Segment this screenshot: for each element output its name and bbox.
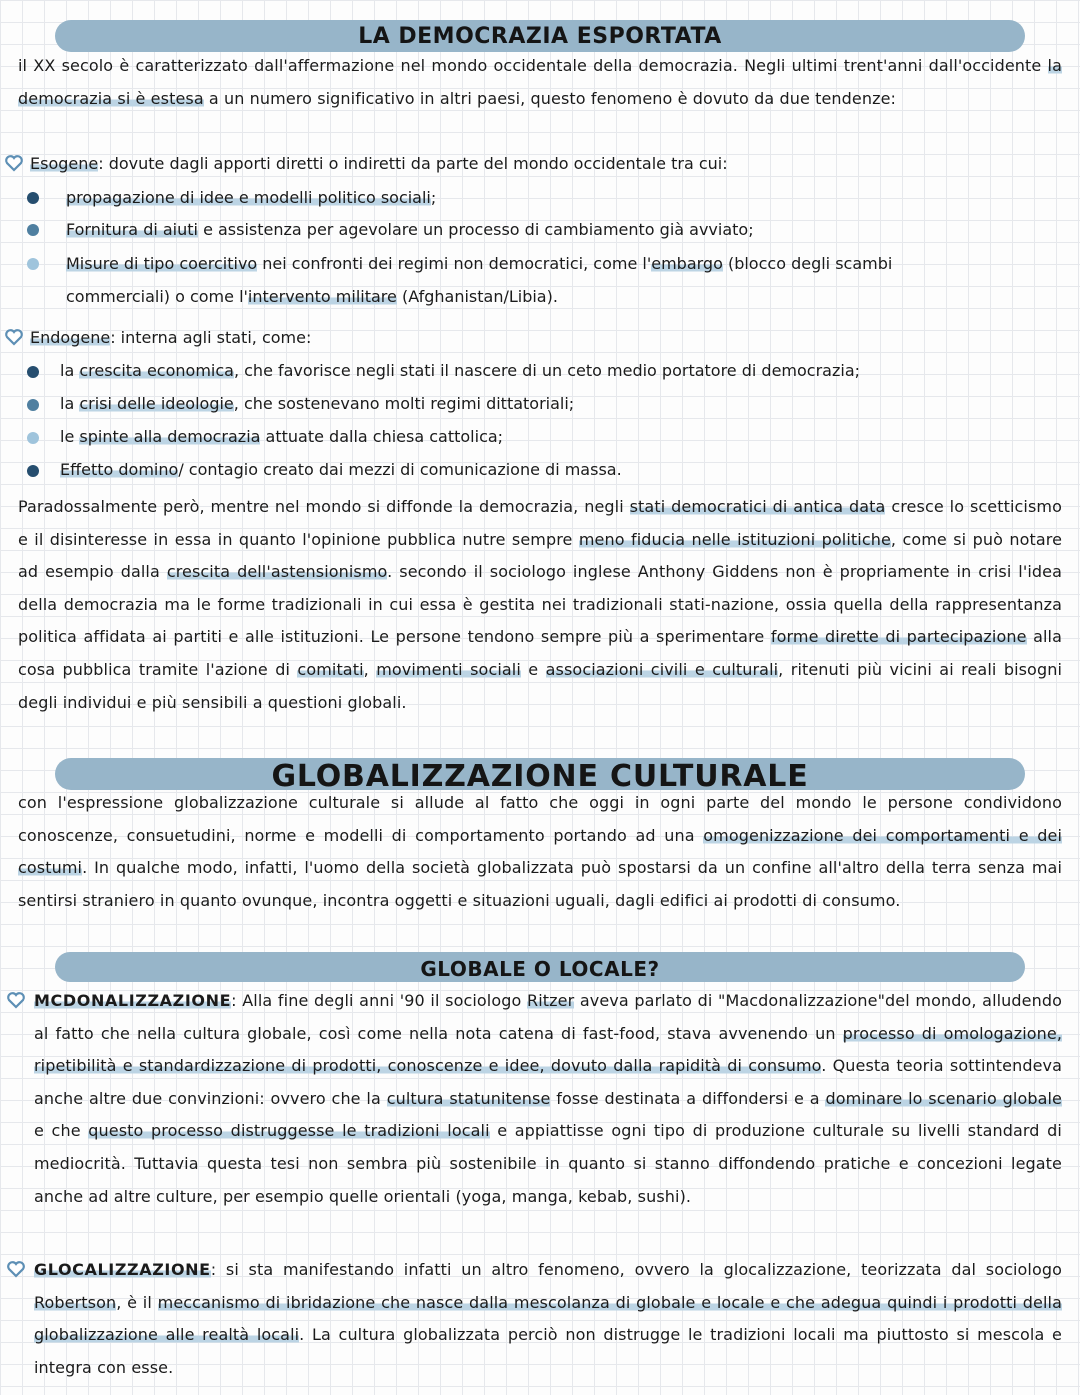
list-item: la crescita economica, che favorisce negli stati il nascere di un ceto medio portatore di democrazia; bbox=[60, 361, 861, 380]
bullet-dot bbox=[27, 366, 39, 378]
list-item: Effetto domino/ contagio creato dai mezzi di comunicazione di massa. bbox=[60, 460, 622, 479]
section-title-democrazia: LA DEMOCRAZIA ESPORTATA bbox=[55, 20, 1025, 52]
bullet-dot bbox=[27, 465, 39, 477]
paragraph-mcdonalizzazione: MCDONALIZZAZIONE: Alla fine degli anni '90 il sociologo Ritzer aveva parlato di "Macdonalizzazione"del mondo, alludendo al fatto che nella cultura globale, così come nella nota catena di fast-food, stava avvenendo un processo di omologazione, ripetibilità e standardizzazione di prodotti, conoscenze e idee, dovuto dalla rapidità di consumo. Questa teoria sottintendeva anche altre due convinzioni: ovvero che la cultura statunitense fosse destinata a diffondersi e a dominare lo scenario globale e che questo processo distruggesse le tradizioni locali e appiattisse ogni tipo di produzione culturale su livelli standard di mediocrità. Tuttavia questa tesi non sembra più sostenibile in quanto si stanno diffondendo pratiche e concezioni legate anche ad altre culture, per esempio quelle orientali (yoga, manga, kebab, sushi). bbox=[34, 991, 1063, 1206]
bullet-dot bbox=[27, 192, 39, 204]
list-item: Misure di tipo coercitivo nei confronti dei regimi non democratici, come l'embargo (blocco degli scambi bbox=[66, 254, 893, 273]
list-item: la crisi delle ideologie, che sostenevano molti regimi dittatoriali; bbox=[60, 394, 575, 413]
heart-icon bbox=[6, 1259, 26, 1279]
heart-icon bbox=[4, 327, 24, 347]
list-item: Fornitura di aiuti e assistenza per agevolare un processo di cambiamento già avviato; bbox=[66, 220, 754, 239]
paragraph-scetticismo: Paradossalmente però, mentre nel mondo si diffonde la democrazia, negli stati democratici di antica data cresce lo scetticismo e il disinteresse in essa in quanto l'opinione pubblica nutre sempre meno fiducia nelle istituzioni politiche, come si può notare ad esempio dalla crescita dell'astensionismo. secondo il sociologo inglese Anthony Giddens non è propriamente in crisi l'idea della democrazia ma le forme tradizionali in cui essa è gestita nei tradizionali stati-nazione, ossia quella della rappresentanza politica affidata ai partiti e alle istituzioni. Le persone tendono sempre più a sperimentare forme dirette di partecipazione alla cosa pubblica tramite l'azione di comitati, movimenti sociali e associazioni civili e culturali, ritenuti più vicini ai reali bisogni degli individui e più sensibili a questioni globali. bbox=[18, 497, 1063, 712]
paragraph-globalizzazione: con l'espressione globalizzazione culturale si allude al fatto che oggi in ogni parte del mondo le persone condividono conoscenze, consuetudini, norme e modelli di comportamento portando ad una omogenizzazione dei comportamenti e dei costumi. In qualche modo, infatti, l'uomo della società globalizzata può spostarsi da un confine all'altro della terra senza mai sentirsi straniero in quanto ovunque, incontra oggetti e situazioni uguali, dagli edifici ai prodotti di consumo. bbox=[18, 793, 1062, 910]
heart-icon bbox=[4, 153, 24, 173]
list-item: le spinte alla democrazia attuate dalla chiesa cattolica; bbox=[60, 427, 504, 446]
heart-icon bbox=[6, 990, 26, 1010]
intro-paragraph: il XX secolo è caratterizzato dall'affermazione nel mondo occidentale della democrazia. Negli ultimi trent'anni dall'occidente la democrazia si è estesa a un numero significativo in altri paesi, questo fenomeno è dovuto da due tendenze: bbox=[18, 56, 1062, 108]
esogene-heading: Esogene: dovute dagli apporti diretti o indiretti da parte del mondo occidentale tra cui: bbox=[30, 154, 728, 173]
bullet-dot bbox=[27, 399, 39, 411]
section-title-globalizzazione: GLOBALIZZAZIONE CULTURALE bbox=[55, 758, 1025, 790]
list-item: propagazione di idee e modelli politico sociali; bbox=[66, 188, 437, 207]
endogene-heading: Endogene: interna agli stati, come: bbox=[30, 328, 312, 347]
bullet-dot bbox=[27, 432, 39, 444]
bullet-dot bbox=[27, 224, 39, 236]
section-title-globale-locale: GLOBALE O LOCALE? bbox=[55, 952, 1025, 982]
paragraph-glocalizzazione: GLOCALIZZAZIONE: si sta manifestando infatti un altro fenomeno, ovvero la glocalizzazione, teorizzata dal sociologo Robertson, è il meccanismo di ibridazione che nasce dalla mescolanza di globale e locale e che adegua quindi i prodotti della globalizzazione alle realtà locali. La cultura globalizzata perciò non distrugge le tradizioni locali ma piuttosto si mescola e integra con esse. bbox=[34, 1260, 1062, 1377]
bullet-dot bbox=[27, 258, 39, 270]
list-item-continued: commerciali) o come l'intervento militare (Afghanistan/Libia). bbox=[66, 287, 558, 306]
